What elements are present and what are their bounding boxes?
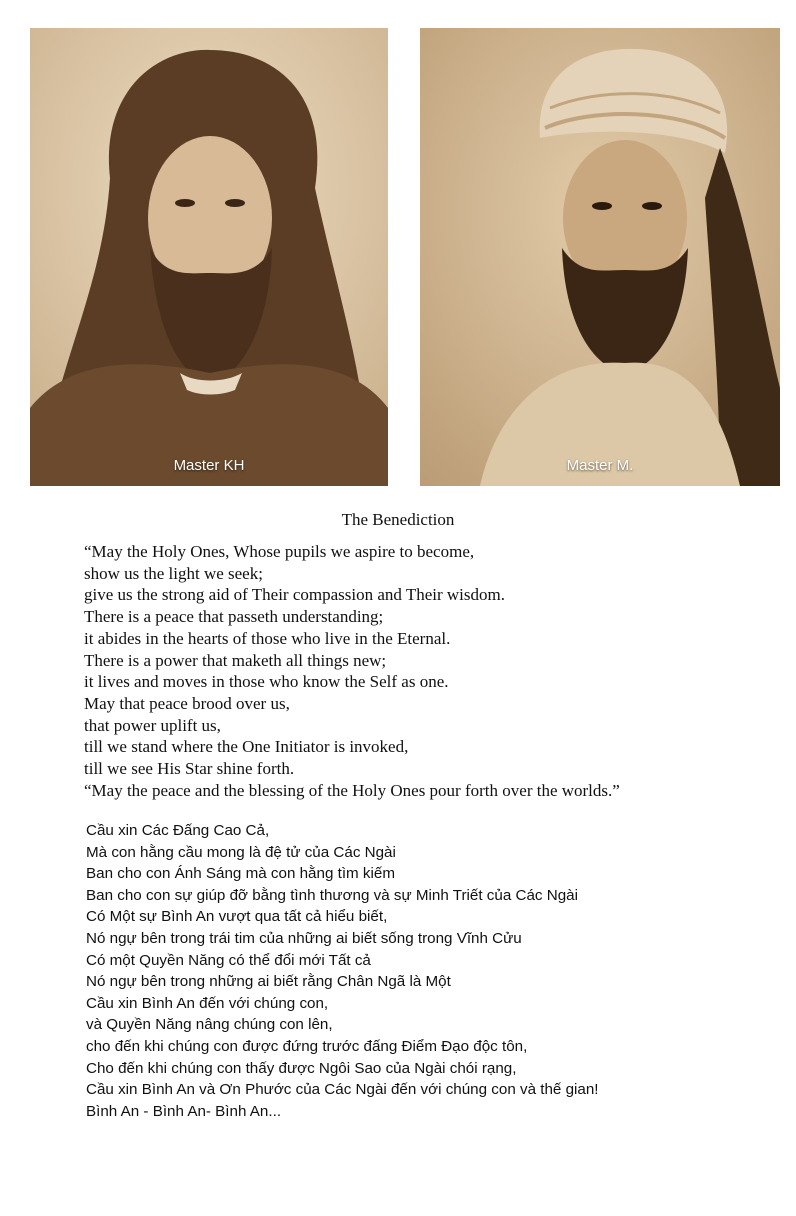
portrait-master-kh — [30, 28, 388, 486]
text-line: May that peace brood over us, — [84, 693, 290, 713]
text-line: Mà con hằng cầu mong là đệ tử của Các Ngài — [86, 843, 396, 861]
text-line: Cầu xin Bình An đến với chúng con, — [86, 994, 329, 1012]
portrait-master-m — [420, 28, 780, 486]
page-title: The Benediction — [341, 510, 455, 529]
text-line: There is a peace that passeth understanding; — [84, 607, 384, 627]
text-line: Có một Quyền Năng có thể đổi mới Tất cả — [86, 951, 371, 969]
text-line: till we see His Star shine forth. — [84, 759, 295, 779]
text-line: Có Một sự Bình An vượt qua tất cả hiểu biết, — [86, 908, 388, 926]
text-line: “May the peace and the blessing of the Holy Ones pour forth over the worlds.” — [84, 780, 620, 800]
text-line: Nó ngự bên trong trái tim của những ai biết sống trong Vĩnh Cửu — [86, 929, 522, 947]
text-line: it abides in the hearts of those who live in the Eternal. — [84, 628, 451, 648]
text-line: show us the light we seek; — [84, 563, 263, 583]
text-line: it lives and moves in those who know the Self as one. — [84, 672, 449, 692]
text-line: that power uplift us, — [84, 715, 221, 735]
portrait-caption: Master KH — [173, 457, 245, 474]
text-line: Ban cho con Ánh Sáng mà con hằng tìm kiếm — [86, 865, 395, 883]
text-line: There is a power that maketh all things new; — [84, 650, 387, 670]
text-line: và Quyền Năng nâng chúng con lên, — [86, 1016, 333, 1034]
text-line: cho đến khi chúng con được đứng trước đấng Điểm Đạo độc tôn, — [86, 1037, 528, 1055]
text-line: “May the Holy Ones, Whose pupils we aspire to become, — [84, 542, 475, 561]
portrait-image — [30, 28, 388, 486]
portrait-image — [420, 28, 780, 486]
text-line: Ban cho con sự giúp đỡ bằng tình thương và sự Minh Triết của Các Ngài — [86, 886, 578, 904]
text-line: till we stand where the One Initiator is invoked, — [84, 737, 409, 757]
text-line: give us the strong aid of Their compassion and Their wisdom. — [84, 585, 505, 605]
text-line: Cầu xin Các Đấng Cao Cả, — [86, 822, 270, 839]
text-line: Bình An - Bình An- Bình An... — [86, 1102, 282, 1120]
portrait-caption: Master M. — [566, 457, 634, 474]
english-benediction — [84, 541, 784, 801]
text-line: Cho đến khi chúng con thấy được Ngôi Sao của Ngài chói rạng, — [86, 1059, 517, 1077]
text-line: Nó ngự bên trong những ai biết rằng Chân Ngã là Một — [86, 973, 451, 991]
vietnamese-benediction — [86, 820, 786, 1122]
text-line: Cầu xin Bình An và Ơn Phước của Các Ngài đến với chúng con và thế gian! — [86, 1081, 599, 1099]
